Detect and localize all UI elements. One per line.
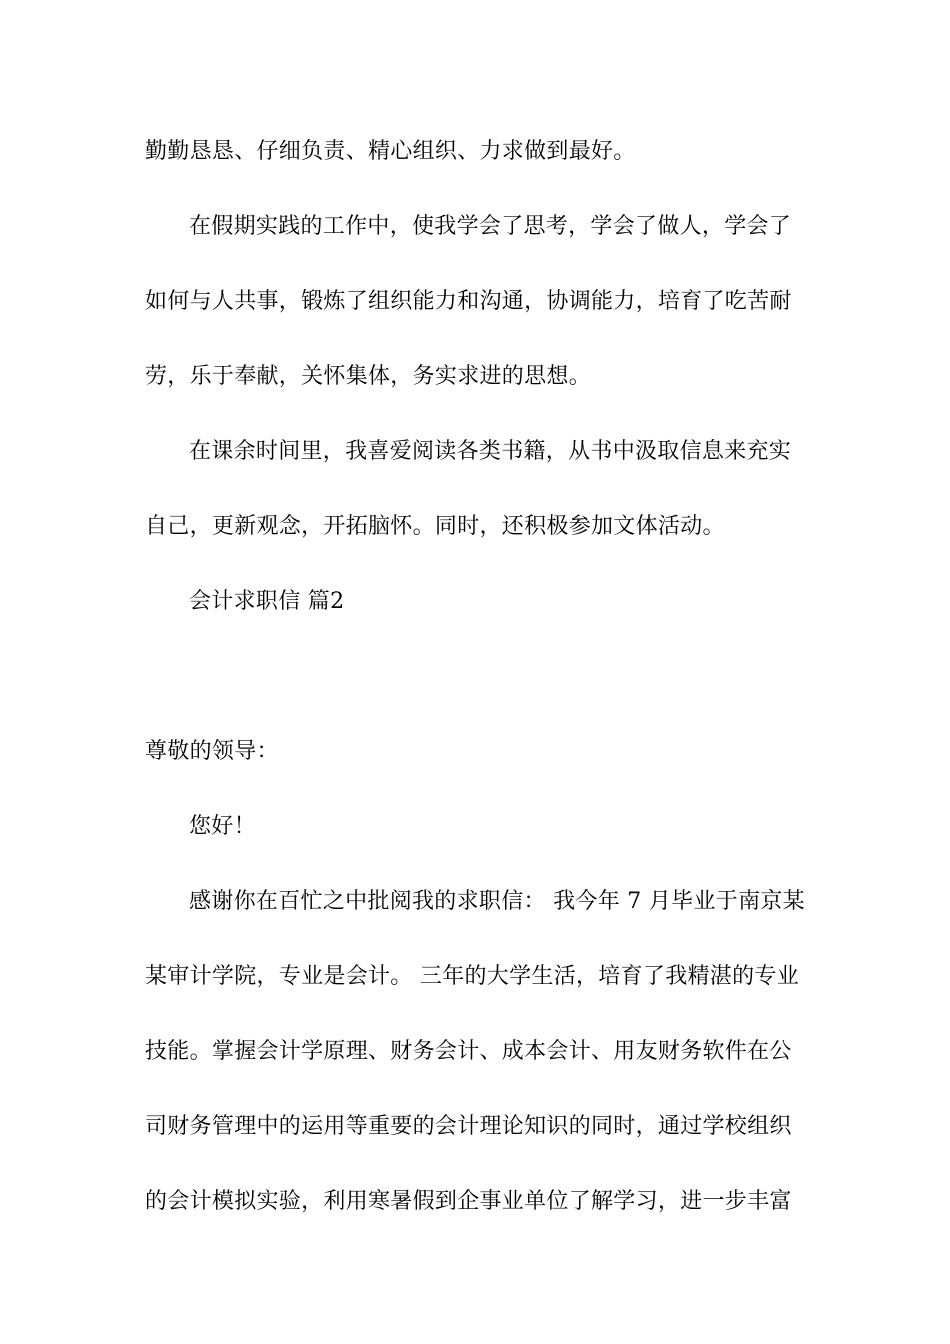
- paragraph-line: 的会计模拟实验，利用寒暑假到企事业单位了解学习，进一步丰富: [145, 1189, 792, 1214]
- paragraph-line: 在课余时间里，我喜爱阅读各类书籍，从书中汲取信息来充实: [189, 439, 792, 464]
- greeting: 您好！: [189, 814, 256, 839]
- paragraph-line: 劳，乐于奉献，关怀集体，务实求进的思想。: [145, 364, 592, 389]
- paragraph-line: 在假期实践的工作中，使我学会了思考，学会了做人，学会了: [189, 214, 792, 239]
- paragraph-line: 某审计学院，专业是会计。 三年的大学生活，培育了我精湛的专业: [145, 964, 799, 989]
- paragraph-line: 勤勤恳恳、仔细负责、精心组织、力求做到最好。: [145, 139, 636, 164]
- paragraph-line: 感谢你在百忙之中批阅我的求职信： 我今年 7 月毕业于南京某: [189, 889, 805, 914]
- section-heading: 会计求职信 篇2: [189, 589, 345, 614]
- paragraph-line: 技能。掌握会计学原理、财务会计、成本会计、用友财务软件在公: [145, 1039, 792, 1064]
- paragraph-line: 司财务管理中的运用等重要的会计理论知识的同时，通过学校组织: [145, 1114, 792, 1139]
- paragraph-line: 自己，更新观念，开拓脑怀。同时，还积极参加文体活动。: [145, 514, 725, 539]
- paragraph-line: 如何与人共事，锻炼了组织能力和沟通，协调能力，培育了吃苦耐: [145, 289, 792, 314]
- salutation: 尊敬的领导：: [145, 739, 279, 764]
